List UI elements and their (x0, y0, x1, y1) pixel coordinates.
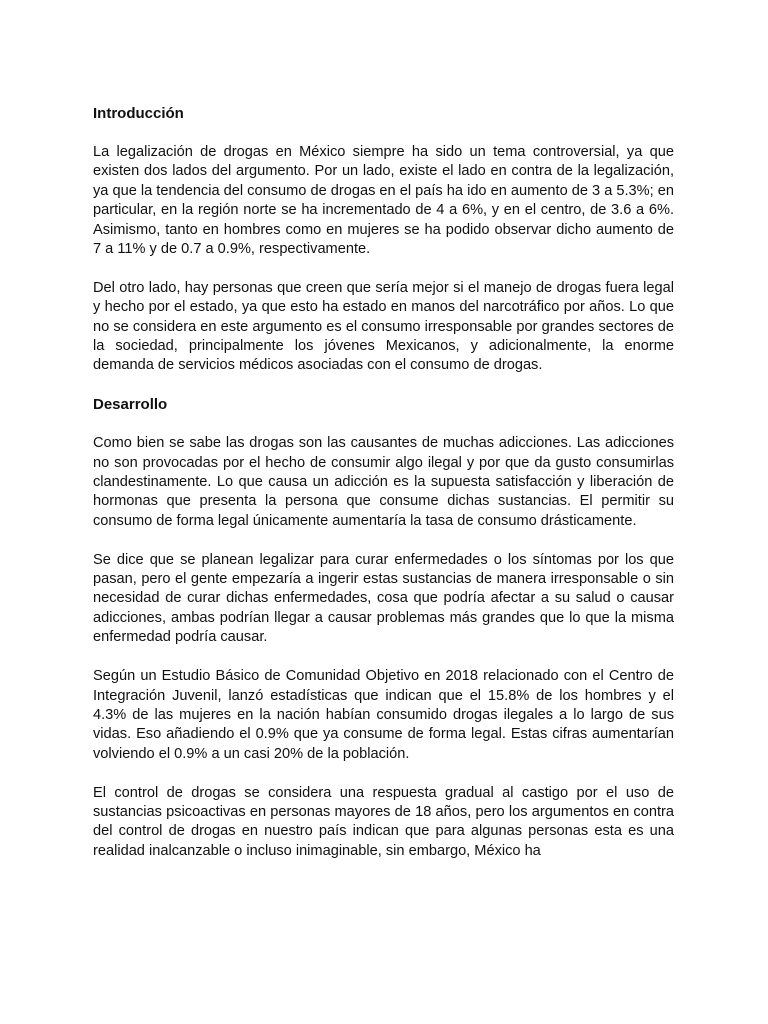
paragraph: La legalización de drogas en México siempre ha sido un tema controversial, ya que existen dos lados del argumento. Por un lado, existe el lado en contra de la legalización, ya que la tendencia del consumo de drogas en el país ha ido en aumento de 3 a 5.3%; en particular, en la región norte se ha incrementado de 4 a 6%, y en el centro, de 3.6 a 6%. Asimismo, tanto en hombres como en mujeres se ha podido observar dicho aumento de 7 a 11% y de 0.7 a 0.9%, respectivamente. (93, 144, 674, 258)
paragraph: El control de drogas se considera una respuesta gradual al castigo por el uso de sustancias psicoactivas en personas mayores de 18 años, pero los argumentos en contra del control de drogas en nuestro país indican que para algunas personas esta es una realidad inalcanzable o incluso inimaginable, sin embargo, México ha (93, 784, 674, 859)
paragraph: Según un Estudio Básico de Comunidad Objetivo en 2018 relacionado con el Centro de Integración Juvenil, lanzó estadísticas que indican que el 15.8% de los hombres y el 4.3% de las mujeres en la nación habían consumido drogas ilegales a lo largo de sus vidas. Eso añadiendo el 0.9% que ya consume de forma legal. Estas cifras aumentarían volviendo el 0.9% a un casi 20% de la población. (93, 668, 674, 762)
paragraph: Como bien se sabe las drogas son las causantes de muchas adicciones. Las adicciones no son provocadas por el hecho de consumir algo ilegal y por que da gusto consumirlas clandestinamente. Lo que causa un adicción es la supuesta satisfacción y liberación de hormonas que presenta la persona que consume dichas sustancias. El permitir su consumo de forma legal únicamente aumentaría la tasa de consumo drásticamente. (93, 435, 674, 529)
section-heading-introduccion: Introducción (93, 105, 184, 122)
paragraph: Se dice que se planean legalizar para curar enfermedades o los síntomas por los que pasan, pero el gente empezaría a ingerir estas sustancias de manera irresponsable o sin necesidad de curar dichas enfermedades, cosa que podría afectar a su salud o causar adicciones, ambas podrían llegar a causar problemas más grandes que lo que la misma enfermedad podría causar. (93, 551, 674, 646)
paragraph: Del otro lado, hay personas que creen que sería mejor si el manejo de drogas fuera legal y hecho por el estado, ya que esto ha estado en manos del narcotráfico por años. Lo que no se considera en este argumento es el consumo irresponsable por grandes sectores de la sociedad, principalmente los jóvenes Mexicanos, y adicionalmente, la enorme demanda de servicios médicos asociadas con el consumo de drogas. (93, 279, 674, 374)
section-heading-desarrollo: Desarrollo (93, 396, 168, 414)
